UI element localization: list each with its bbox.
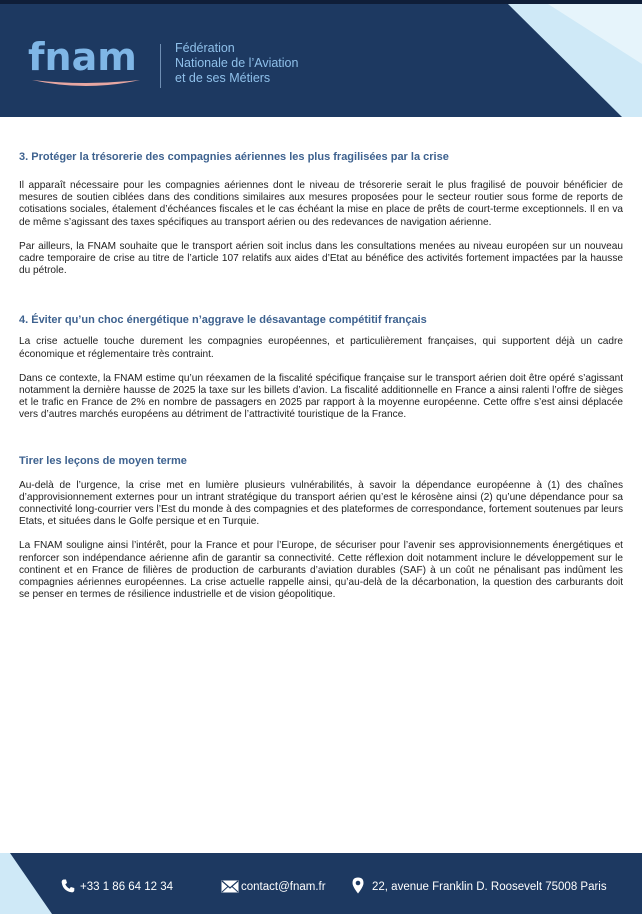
federation-line: et de ses Métiers [175, 71, 271, 85]
mail-icon [221, 880, 239, 893]
section-4 [19, 313, 623, 421]
paragraph: La FNAM souligne ainsi l’intérêt, pour la France et pour l’Europe, de sécuriser pour l’avenir ses approvisionnements énergétiques et renforcer son indépendance aérienne afin de garantir sa connectivité. Cette réflexion doit notamment inclure le développement sur le continent et en France de filières de production de carburants d’aviation durables (SAF) à un coût ne pénalisant pas indûment les compagnies aériennes européennes. La crise actuelle rappelle ainsi, qu’au-delà de la décarbonation, la question des carburants doit se penser en termes de résilience industrielle et de vision géopolitique. [19, 540, 623, 601]
logo-swoosh-icon [30, 76, 142, 90]
federation-line: Nationale de l’Aviation [175, 56, 299, 70]
footer-phone[interactable]: +33 1 86 64 12 34 [80, 881, 174, 893]
page-footer [0, 853, 642, 914]
section-heading: Tirer les leçons de moyen terme [19, 454, 187, 467]
logo-wordmark: fnam [28, 35, 137, 79]
phone-icon [60, 878, 76, 894]
logo-divider [160, 44, 161, 88]
paragraph: La crise actuelle touche durement les compagnies européennes, et particulièrement françaises, qui supportent déjà un cadre économique et réglementaire très contraint. [19, 336, 623, 360]
location-pin-icon [352, 877, 364, 894]
section-heading: 4. Éviter qu’un choc énergétique n’aggrave le désavantage compétitif français [19, 314, 427, 327]
section-heading: 3. Protéger la trésorerie des compagnies aériennes les plus fragilisées par la crise [19, 151, 449, 163]
paragraph: Par ailleurs, la FNAM souhaite que le transport aérien soit inclus dans les consultations menées au niveau européen sur un nouveau cadre temporaire de crise au titre de l’article 107 relatifs aux aides d’Etat au bénéfice des activités fortement impactées par la hausse du pétrole. [19, 240, 624, 277]
paragraph: Il apparaît nécessaire pour les compagnies aériennes dont le niveau de trésorerie serait le plus fragilisé de pouvoir bénéficier de mesures de soutien ciblées dans des conditions similaires aux mesures proposées pour le secteur routier sous forme de reports de cotisations sociales, étalement d’échéances fiscales et le cas échéant la mise en place de prêts de court-terme exceptionnels. Il en va de même s’agissant des taxes spécifiques au transport aérien ou des redevances de navigation aérienne. [19, 180, 624, 228]
paragraph: Dans ce contexte, la FNAM estime qu’un réexamen de la fiscalité spécifique française sur le transport aérien doit être opéré s’agissant notamment la dernière hausse de 2025 la taxe sur les billets d’avion. La fiscalité additionnelle en France a ainsi ralenti l’offre de sièges et le trafic en France de 2% en nombre de passagers en 2025 par rapport à la moyenne européenne. Cette offre s’est ainsi déplacée vers d’autres marchés européens au détriment de l’attractivité touristique de la France. [19, 372, 624, 421]
footer-address: 22, avenue Franklin D. Roosevelt 75008 Paris [372, 881, 607, 893]
page-header [0, 4, 642, 117]
fnam-logo [28, 34, 146, 92]
document-body [19, 150, 623, 601]
federation-name [175, 41, 298, 86]
section-lessons [19, 454, 623, 602]
paragraph: Au-delà de l’urgence, la crise met en lumière plusieurs vulnérabilités, à savoir la dépendance européenne à (1) des chaînes d’approvisionnement externes pour un intrant stratégique du transport aérien qu’est le kérosène ainsi (2) qu’une dépendance pour sa connectivité long-courrier vers l’Est du monde à des compagnies et des plateformes de correspondance, fortement soutenues par leurs Etats, et situées dans le Golfe persique et en Turquie. [19, 479, 624, 528]
section-3 [19, 150, 623, 277]
footer-email[interactable]: contact@fnam.fr [241, 881, 326, 893]
federation-line: Fédération [175, 41, 235, 55]
